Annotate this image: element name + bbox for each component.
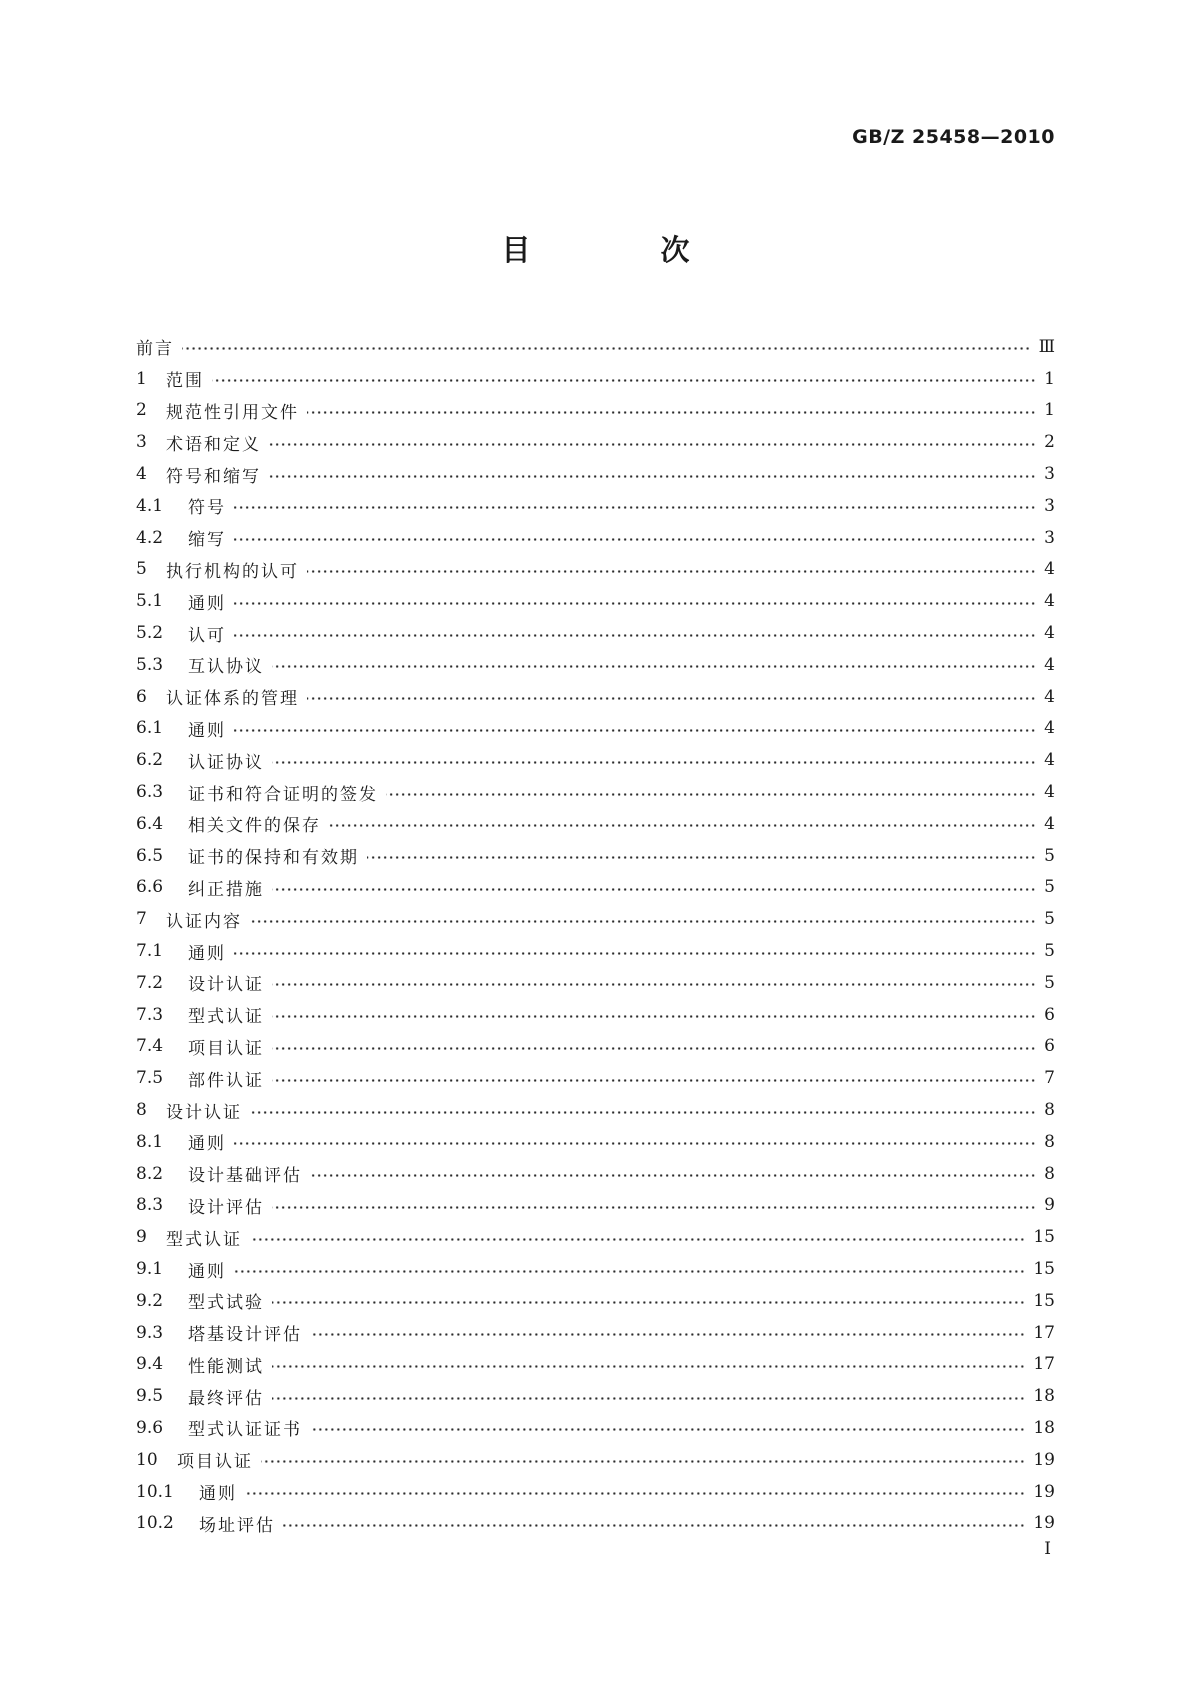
toc-entry-title: 认证协议 — [188, 752, 264, 773]
toc-entry-title: 项目认证 — [177, 1452, 253, 1473]
toc-entry[interactable] — [136, 681, 1055, 713]
toc-entry-title: 通则 — [188, 593, 226, 614]
dot-leader — [234, 538, 1036, 541]
toc-entry-title: 缩写 — [188, 530, 226, 551]
toc-entry-title: 认证体系的管理 — [166, 689, 299, 710]
toc-title: 目 次 — [501, 233, 750, 267]
toc-entry-title: 设计基础评估 — [188, 1166, 302, 1187]
toc-entry-page: 19 — [1033, 1513, 1055, 1534]
toc-entry[interactable] — [136, 617, 1055, 649]
toc-entry[interactable] — [136, 585, 1055, 617]
toc-entry[interactable] — [136, 872, 1055, 904]
toc-entry-number: 7.4 — [136, 1036, 164, 1057]
dot-leader — [269, 443, 1036, 446]
toc-entry-page: 19 — [1033, 1449, 1055, 1470]
dot-leader — [307, 697, 1036, 700]
toc-entry-number: 6.6 — [136, 877, 164, 898]
toc-entry-number: 5.3 — [136, 654, 164, 675]
toc-entry-title: 前言 — [136, 339, 174, 360]
toc-entry[interactable] — [136, 808, 1055, 840]
toc-entry[interactable] — [136, 1158, 1055, 1190]
toc-entry-title: 通则 — [188, 943, 226, 964]
toc-entry-page: 5 — [1044, 845, 1055, 866]
toc-entry-page: 1 — [1044, 400, 1055, 421]
toc-entry[interactable] — [136, 1126, 1055, 1158]
toc-entry[interactable] — [136, 1444, 1055, 1476]
dot-leader — [283, 1524, 1025, 1527]
toc-entry-page: 5 — [1044, 941, 1055, 962]
dot-leader — [310, 1428, 1025, 1431]
toc-entry-page: 8 — [1044, 1163, 1055, 1184]
toc-entry-number: 10.2 — [136, 1513, 174, 1534]
toc-entry-page: 4 — [1044, 654, 1055, 675]
dot-leader — [250, 920, 1036, 923]
toc-entry-page: 4 — [1044, 591, 1055, 612]
toc-entry-number: 4.2 — [136, 527, 164, 548]
toc-entry-number: 5.1 — [136, 591, 164, 612]
toc-entry-page: 6 — [1044, 1004, 1055, 1025]
toc-entry[interactable] — [136, 1221, 1055, 1253]
toc-entry-page: 8 — [1044, 1131, 1055, 1152]
dot-leader — [234, 729, 1036, 732]
toc-entry[interactable] — [136, 935, 1055, 967]
dot-leader — [182, 347, 1031, 350]
toc-entry-page: 5 — [1044, 972, 1055, 993]
toc-entry-page: 5 — [1044, 877, 1055, 898]
toc-entry[interactable] — [136, 1317, 1055, 1349]
toc-entry-page: 8 — [1044, 1100, 1055, 1121]
toc-entry-title: 认可 — [188, 625, 226, 646]
toc-entry-page: 4 — [1044, 718, 1055, 739]
dot-leader — [261, 1460, 1025, 1463]
toc-entry-title: 互认协议 — [188, 657, 264, 678]
toc-entry-page: 17 — [1033, 1354, 1055, 1375]
dot-leader — [272, 1397, 1025, 1400]
toc-entry-page: 4 — [1044, 750, 1055, 771]
toc-entry-title: 认证内容 — [166, 911, 242, 932]
dot-leader — [272, 1365, 1025, 1368]
toc-entry[interactable] — [136, 840, 1055, 872]
toc-entry[interactable] — [136, 1476, 1055, 1508]
toc-entry-title: 型式认证证书 — [188, 1420, 302, 1441]
toc-entry[interactable] — [136, 744, 1055, 776]
toc-entry-number: 5 — [136, 559, 147, 580]
toc-entry[interactable] — [136, 490, 1055, 522]
toc-entry-title: 部件认证 — [188, 1070, 264, 1091]
dot-leader — [245, 1492, 1025, 1495]
toc-entry[interactable] — [136, 395, 1055, 427]
toc-entry-page: 3 — [1044, 464, 1055, 485]
dot-leader — [250, 1111, 1036, 1114]
toc-entry-page: 15 — [1033, 1227, 1055, 1248]
toc-entry[interactable] — [136, 776, 1055, 808]
toc-entry-number: 7.5 — [136, 1068, 164, 1089]
table-of-contents — [136, 331, 1055, 1539]
toc-entry-number: 7.1 — [136, 941, 164, 962]
dot-leader — [329, 824, 1036, 827]
dot-leader — [272, 1079, 1036, 1082]
dot-leader — [250, 1238, 1025, 1241]
toc-entry-title: 通则 — [188, 1134, 226, 1155]
toc-entry-number: 7.3 — [136, 1004, 164, 1025]
toc-entry-title: 符号 — [188, 498, 226, 519]
dot-leader — [272, 1015, 1036, 1018]
toc-entry-number: 8.3 — [136, 1195, 164, 1216]
dot-leader — [234, 1270, 1025, 1273]
toc-entry[interactable] — [136, 903, 1055, 935]
toc-entry-page: 4 — [1044, 782, 1055, 803]
toc-entry-page: 1 — [1044, 368, 1055, 389]
dot-leader — [234, 634, 1036, 637]
toc-entry-page: 15 — [1033, 1259, 1055, 1279]
toc-entry[interactable] — [136, 554, 1055, 586]
toc-entry-page: 4 — [1044, 623, 1055, 644]
dot-leader — [310, 1333, 1025, 1336]
toc-entry[interactable] — [136, 522, 1055, 554]
toc-entry-title: 通则 — [188, 1261, 226, 1282]
toc-entry-number: 7.2 — [136, 972, 164, 993]
toc-entry-page: 15 — [1033, 1290, 1055, 1311]
toc-entry-title: 型式认证 — [166, 1229, 242, 1250]
toc-entry[interactable] — [136, 1285, 1055, 1317]
toc-entry-page: 7 — [1044, 1068, 1055, 1089]
toc-entry-number: 8.1 — [136, 1131, 164, 1152]
dot-leader — [367, 856, 1036, 859]
toc-entry-title: 塔基设计评估 — [188, 1325, 302, 1346]
toc-entry-number: 6.2 — [136, 750, 164, 771]
toc-entry-title: 相关文件的保存 — [188, 816, 321, 837]
standard-code: GB/Z 25458—2010 — [852, 126, 1055, 148]
toc-entry-number: 9 — [136, 1227, 147, 1248]
toc-entry-page: Ⅲ — [1038, 336, 1055, 357]
toc-entry-page: 4 — [1044, 813, 1055, 834]
toc-entry-page: 17 — [1033, 1322, 1055, 1343]
toc-entry-title: 符号和缩写 — [166, 466, 261, 487]
dot-leader — [272, 888, 1036, 891]
toc-entry-number: 6.1 — [136, 718, 164, 739]
toc-entry-title: 术语和定义 — [166, 434, 261, 455]
toc-entry[interactable] — [136, 1507, 1055, 1539]
toc-entry-page: 4 — [1044, 686, 1055, 707]
page-number: I — [1044, 1539, 1051, 1559]
toc-entry-number: 5.2 — [136, 623, 164, 644]
dot-leader — [307, 570, 1036, 573]
toc-entry-title: 型式试验 — [188, 1293, 264, 1314]
toc-entry-title: 通则 — [188, 720, 226, 741]
toc-entry[interactable] — [136, 363, 1055, 395]
toc-entry-page: 6 — [1044, 1036, 1055, 1057]
dot-leader — [269, 475, 1036, 478]
toc-entry-page: 18 — [1033, 1386, 1055, 1407]
toc-entry-number: 2 — [136, 400, 147, 421]
toc-entry-number: 9.4 — [136, 1354, 164, 1375]
dot-leader — [212, 379, 1036, 382]
dot-leader — [386, 793, 1036, 796]
toc-entry-title: 通则 — [199, 1484, 237, 1505]
toc-entry[interactable] — [136, 458, 1055, 490]
toc-entry-number: 6.5 — [136, 845, 164, 866]
toc-entry-page: 5 — [1044, 909, 1055, 930]
dot-leader — [272, 665, 1036, 668]
toc-entry-number: 3 — [136, 432, 147, 453]
toc-entry-title: 纠正措施 — [188, 879, 264, 900]
toc-entry-number: 7 — [136, 909, 147, 930]
toc-entry-number: 9.6 — [136, 1417, 164, 1438]
dot-leader — [272, 1206, 1036, 1209]
toc-entry-title: 执行机构的认可 — [166, 561, 299, 582]
toc-entry-title: 范围 — [166, 371, 204, 392]
toc-entry-title: 规范性引用文件 — [166, 402, 299, 423]
toc-entry[interactable] — [136, 1380, 1055, 1412]
toc-entry-number: 4 — [136, 464, 147, 485]
toc-entry-title: 场址评估 — [199, 1515, 275, 1536]
dot-leader — [307, 411, 1036, 414]
toc-entry-number: 9.5 — [136, 1386, 164, 1407]
toc-entry-number: 4.1 — [136, 495, 164, 516]
toc-entry[interactable] — [136, 713, 1055, 745]
toc-entry[interactable] — [136, 1062, 1055, 1094]
toc-entry-number: 1 — [136, 368, 147, 389]
toc-entry-title: 证书的保持和有效期 — [188, 848, 359, 869]
toc-entry-title: 性能测试 — [188, 1356, 264, 1377]
toc-entry-number: 6.3 — [136, 782, 164, 803]
toc-entry-number: 9.1 — [136, 1259, 164, 1279]
toc-entry[interactable] — [136, 1094, 1055, 1126]
toc-entry-title: 设计评估 — [188, 1197, 264, 1218]
dot-leader — [310, 1174, 1036, 1177]
toc-entry-page: 2 — [1044, 432, 1055, 453]
toc-entry-number: 6 — [136, 686, 147, 707]
toc-entry[interactable] — [136, 1253, 1055, 1285]
toc-entry-number: 10 — [136, 1449, 158, 1470]
toc-entry-title: 最终评估 — [188, 1388, 264, 1409]
toc-entry[interactable] — [136, 967, 1055, 999]
dot-leader — [272, 983, 1036, 986]
toc-entry-title: 项目认证 — [188, 1038, 264, 1059]
toc-entry-page: 3 — [1044, 527, 1055, 548]
toc-entry-number: 10.1 — [136, 1481, 174, 1502]
toc-entry-title: 型式认证 — [188, 1007, 264, 1028]
toc-entry-title: 设计认证 — [166, 1102, 242, 1123]
toc-entry[interactable] — [136, 649, 1055, 681]
toc-entry[interactable] — [136, 999, 1055, 1031]
toc-entry[interactable] — [136, 1349, 1055, 1381]
toc-entry-title: 设计认证 — [188, 975, 264, 996]
dot-leader — [234, 952, 1036, 955]
toc-entry-page: 19 — [1033, 1481, 1055, 1502]
toc-entry[interactable] — [136, 426, 1055, 458]
toc-entry-page: 4 — [1044, 559, 1055, 580]
toc-entry-number: 6.4 — [136, 813, 164, 834]
toc-entry[interactable] — [136, 331, 1055, 363]
toc-entry[interactable] — [136, 1412, 1055, 1444]
dot-leader — [272, 1301, 1025, 1304]
toc-entry-page: 3 — [1044, 495, 1055, 516]
dot-leader — [234, 506, 1036, 509]
toc-entry[interactable] — [136, 1190, 1055, 1222]
toc-entry-number: 9.2 — [136, 1290, 164, 1311]
toc-entry-number: 8 — [136, 1100, 147, 1121]
toc-entry-number: 9.3 — [136, 1322, 164, 1343]
dot-leader — [272, 1047, 1036, 1050]
dot-leader — [234, 1142, 1036, 1145]
toc-entry-number: 8.2 — [136, 1163, 164, 1184]
toc-entry-page: 18 — [1033, 1417, 1055, 1438]
toc-entry[interactable] — [136, 1031, 1055, 1063]
dot-leader — [234, 602, 1036, 605]
toc-entry-page: 9 — [1044, 1195, 1055, 1216]
dot-leader — [272, 761, 1036, 764]
toc-entry-title: 证书和符合证明的签发 — [188, 784, 378, 805]
